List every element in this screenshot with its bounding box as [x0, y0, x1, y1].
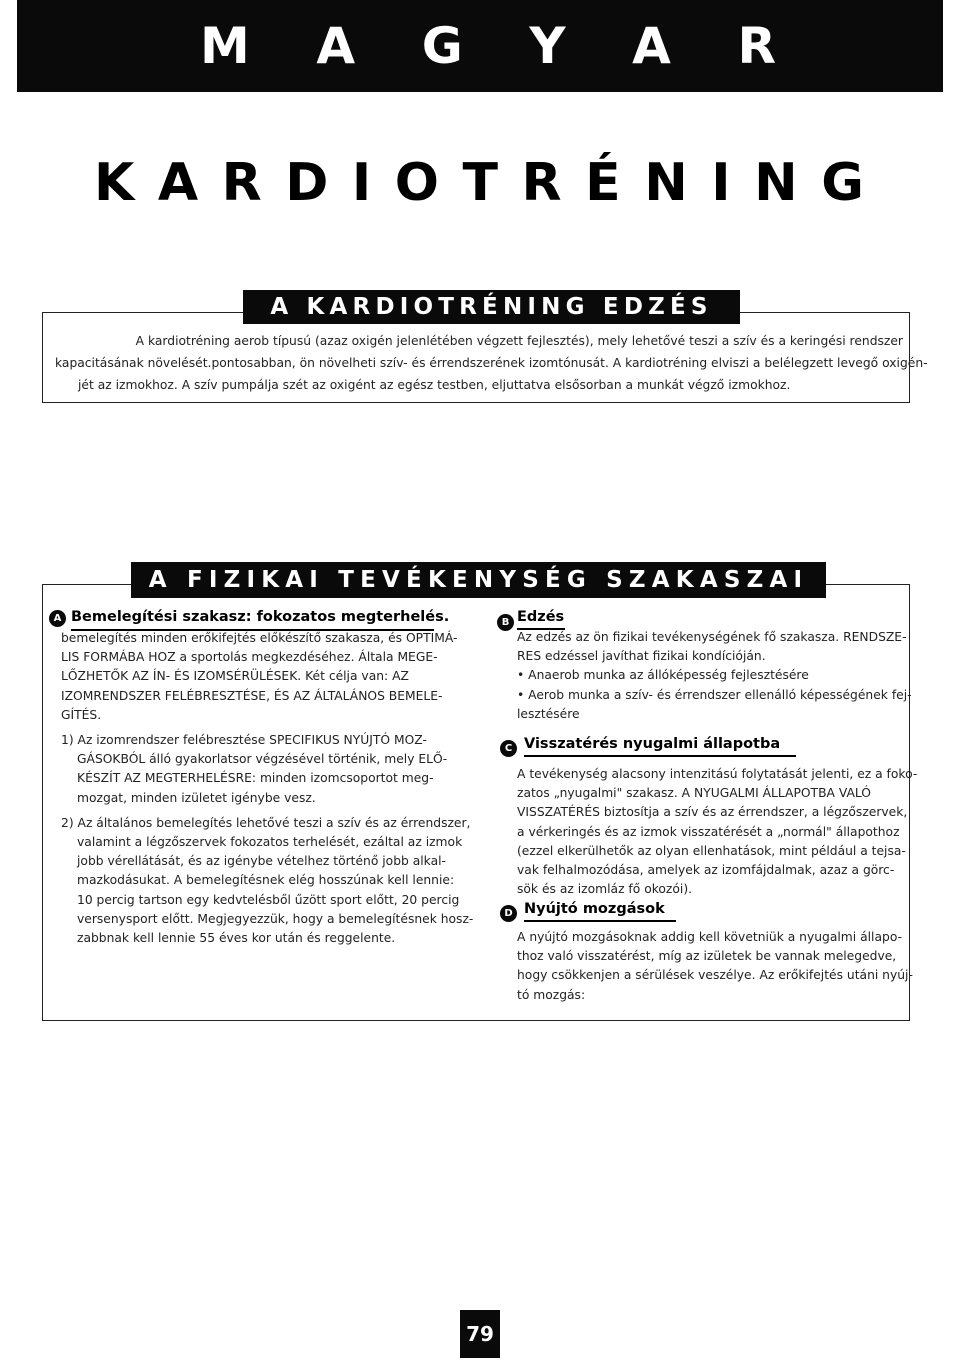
badge-a-icon: A: [49, 610, 66, 627]
text-line: versenysport előtt. Megjegyezzük, hogy a bemelegítésnek hosz-: [77, 911, 474, 926]
title-letter: É: [585, 153, 621, 213]
text-line: zabbnak kell lennie 55 éves kor után és reggelente.: [77, 931, 396, 946]
heading-underline: [524, 920, 676, 922]
text-line: hogy csökkenjen a sérülések veszélye. Az erőkifejtés utáni nyúj-: [517, 968, 913, 983]
text-line: sök és az izomláz fő okozói).: [517, 882, 693, 897]
text-line: thoz való visszatérést, míg az izületek be vannak melegedve,: [517, 949, 897, 964]
text-line: 10 percig tartson egy kedvtelésből űzött sport előtt, 20 percig: [77, 892, 460, 907]
language-letter: A: [632, 17, 671, 75]
text-line: 1) Az izomrendszer felébresztése SPECIFIKUS NYÚJTÓ MOZ-: [61, 733, 427, 748]
text-line: lesztésére: [517, 706, 580, 721]
section-title-cardio-training: A KARDIOTRÉNING EDZÉS: [243, 290, 740, 324]
text-line: VISSZATÉRÉS biztosítja a szív és az érrendszer, a légzőszervek,: [517, 805, 908, 820]
heading-cool-down: Visszatérés nyugalmi állapotba: [524, 736, 781, 752]
badge-d-icon: D: [500, 905, 517, 922]
text-line: jobb vérellátását, és az igénybe vételhez történő jobb alkal-: [77, 854, 446, 869]
warm-up-intro: [61, 629, 458, 725]
text-line: (ezzel elkerülhetők az olyan ellenhatások, mint például a tejsa-: [517, 843, 906, 858]
text-line: bemelegítés minden erőkifejtés előkészítő szakasza, és OPTIMÁ-: [61, 631, 458, 645]
bullet-item: • Aerob munka a szív- és érrendszer ellenálló képességének fej-: [517, 687, 912, 702]
heading-stretching: Nyújtó mozgások: [524, 901, 665, 917]
heading-training: Edzés: [517, 609, 565, 625]
text-line: A tevékenység alacsony intenzitású folytatását jelenti, ez a foko-: [517, 767, 918, 781]
title-letter: R: [521, 153, 562, 213]
badge-b-icon: B: [497, 614, 514, 631]
title-letter: A: [157, 153, 199, 213]
title-letter: R: [221, 153, 262, 213]
title-letter: I: [351, 153, 372, 213]
language-letter: A: [316, 17, 356, 75]
heading-warm-up: Bemelegítési szakasz: fokozatos megterhelés.: [71, 609, 450, 625]
text-line: IZOMRENDSZER FELÉBRESZTÉSE, ÉS AZ ÁLTALÁNOS BEMELE-: [61, 688, 443, 703]
text-line: RES edzéssel javíthat fizikai kondícióján.: [517, 649, 766, 664]
text-line: a vérkeringés és az izmok visszatérését a „normál" állapothoz: [517, 824, 900, 839]
text-line: Az edzés az ön fizikai tevékenységének fő szakasza. RENDSZE-: [517, 630, 907, 644]
title-letter: T: [462, 153, 499, 213]
text-line: GÁSOKBÓL álló gyakorlatsor végzésével történik, mely ELŐ-: [77, 752, 448, 767]
warm-up-item-1: [61, 731, 448, 808]
badge-c-icon: C: [500, 740, 517, 757]
page-number: 79: [460, 1310, 500, 1358]
warm-up-item-2: [61, 814, 474, 948]
section-body-cardio-training: [55, 330, 928, 396]
section-title-activity-phases: A FIZIKAI TEVÉKENYSÉG SZAKASZAI: [131, 562, 826, 598]
text-line: tó mozgás:: [517, 987, 586, 1002]
text-line: GÍTÉS.: [61, 707, 102, 722]
title-letter: N: [754, 153, 798, 213]
stretching-body: [517, 928, 913, 1005]
language-header-bar: [17, 0, 943, 92]
title-letter: K: [94, 153, 135, 213]
text-line: vak felhalmozódása, amelyek az izomfájdalmak, azaz a görc-: [517, 863, 895, 878]
text-line: LIS FORMÁBA HOZ a sportolás megkezdéséhez. Általa MEGE-: [61, 650, 438, 665]
text-line: zatos „nyugalmi" szakasz. A NYUGALMI ÁLLAPOTBA VALÓ: [517, 786, 871, 801]
title-letter: O: [394, 153, 439, 213]
text-line: jét az izmokhoz. A szív pumpálja szét az oxigént az egész testben, eljuttatva elsősorban a munkát végző izmokhoz.: [78, 378, 791, 392]
text-line: kapacitásának növelését.pontosabban, ön növelheti szív- és érrendszerének izomtónusát. A kardiotréning elviszi a belélegzett levegő oxigén-: [55, 356, 928, 370]
title-letter: G: [821, 153, 864, 213]
page-title: [94, 150, 864, 216]
title-letter: N: [644, 153, 688, 213]
training-body: [517, 628, 912, 724]
language-letter: M: [200, 17, 250, 75]
language-letter: G: [421, 17, 463, 75]
language-letter: Y: [529, 17, 566, 75]
heading-underline: [524, 755, 796, 757]
text-line: KÉSZÍT AZ MEGTERHELÉSRE: minden izomcsoportot meg-: [77, 771, 434, 786]
warm-up-body: [61, 629, 474, 948]
text-line: A kardiotréning aerob típusú (azaz oxigén jelenlétében végzett fejlesztés), mely lehetővé teszi a szív és a keringési rendszer: [135, 334, 903, 348]
title-letter: I: [711, 153, 731, 213]
text-line: LŐZHETŐK AZ ÍN- ÉS IZOMSÉRÜLÉSEK. Két célja van: AZ: [61, 669, 409, 684]
title-letter: D: [285, 153, 329, 213]
text-line: valamint a légzőszervek fokozatos terhelését, ezáltal az izmok: [77, 835, 463, 850]
text-line: mozgat, minden izületet igénybe vesz.: [77, 790, 316, 805]
bullet-item: • Anaerob munka az állóképesség fejlesztésére: [517, 668, 809, 683]
language-letter: R: [737, 17, 776, 75]
text-line: 2) Az általános bemelegítés lehetővé teszi a szív és az érrendszer,: [61, 815, 471, 830]
text-line: A nyújtó mozgásoknak addig kell követniük a nyugalmi állapo-: [517, 930, 903, 944]
cool-down-body: [517, 765, 918, 899]
text-line: mazkodásukat. A bemelegítésnek elég hosszúnak kell lennie:: [77, 873, 455, 888]
